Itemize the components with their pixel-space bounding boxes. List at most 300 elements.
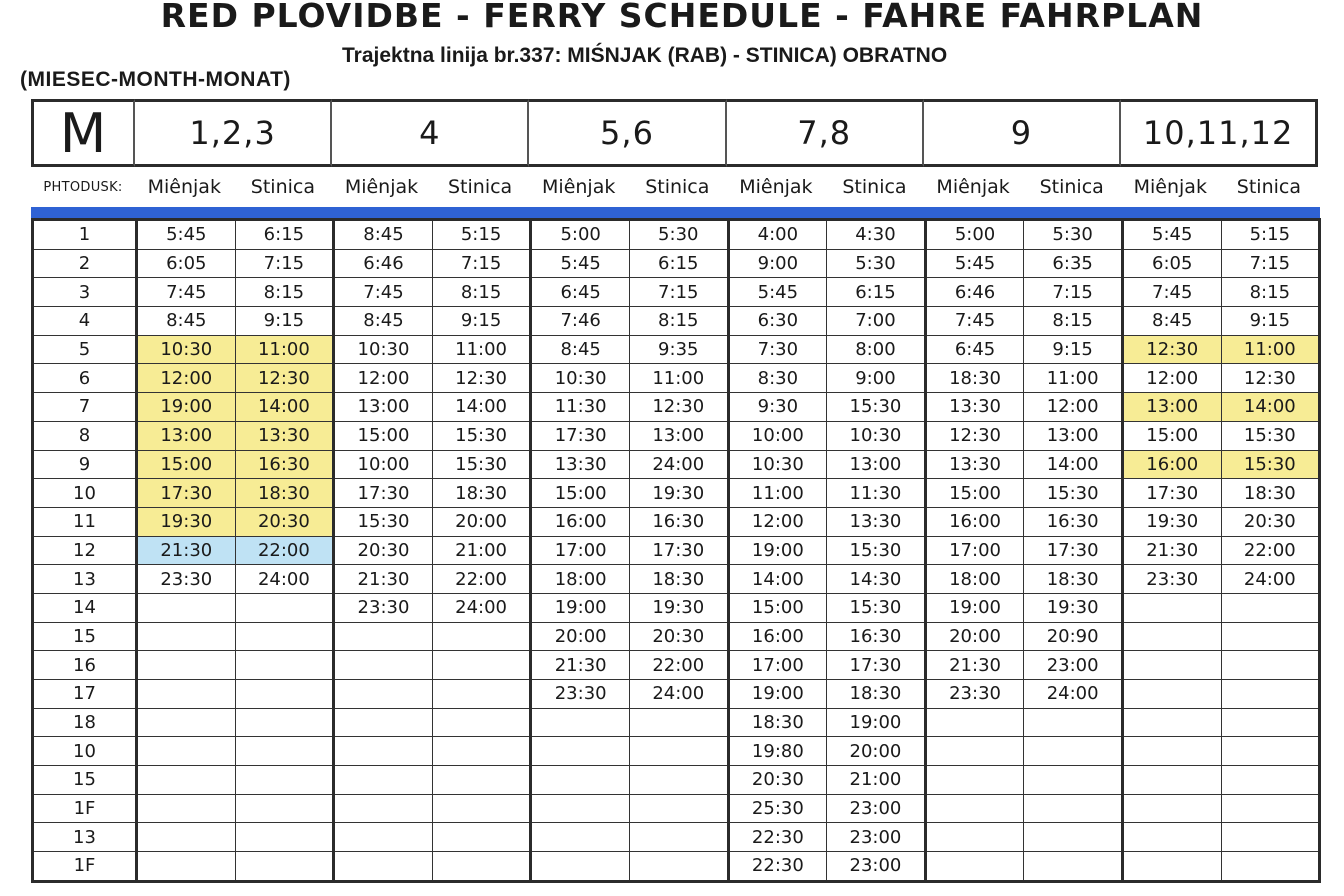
departure-time-cell: 20:00: [432, 507, 531, 536]
departure-time-cell: 15:30: [827, 536, 926, 565]
departure-time-cell: [531, 766, 630, 795]
departure-time-cell: 12:00: [728, 507, 827, 536]
departure-time-cell: [334, 651, 433, 680]
departure-time-cell: [1221, 593, 1320, 622]
departure-time-cell: 6:45: [531, 278, 630, 307]
departure-time-cell: 12:30: [1221, 364, 1320, 393]
departure-time-cell: 14:00: [1221, 393, 1320, 422]
month-header-corner: M: [31, 99, 135, 167]
row-number: 12: [33, 536, 137, 565]
month-group-header: 7,8: [727, 99, 924, 167]
departure-time-cell: [1122, 766, 1221, 795]
departure-time-cell: [925, 823, 1024, 852]
departure-time-cell: 17:30: [827, 651, 926, 680]
departure-time-cell: 17:00: [531, 536, 630, 565]
departure-time-cell: [1122, 651, 1221, 680]
departure-time-cell: 10:30: [334, 335, 433, 364]
departure-time-cell: 11:00: [235, 335, 334, 364]
departure-time-cell: 23:30: [1122, 565, 1221, 594]
departure-time-cell: [137, 680, 236, 709]
departure-time-cell: 5:45: [728, 278, 827, 307]
port-header-row: [0, 172, 1344, 202]
departure-time-cell: 19:30: [137, 507, 236, 536]
departure-time-cell: 6:15: [629, 249, 728, 278]
departure-time-cell: 15:30: [1024, 479, 1123, 508]
table-row: [33, 335, 1320, 364]
departure-time-cell: [137, 708, 236, 737]
departure-time-cell: [1221, 737, 1320, 766]
table-row: [33, 708, 1320, 737]
departure-time-cell: 10:00: [728, 421, 827, 450]
departure-time-cell: [432, 708, 531, 737]
departure-time-cell: [432, 680, 531, 709]
departure-time-cell: 14:00: [728, 565, 827, 594]
departure-time-cell: [1122, 823, 1221, 852]
departure-time-cell: [334, 852, 433, 882]
departure-time-cell: [235, 766, 334, 795]
departure-time-cell: 12:00: [1122, 364, 1221, 393]
departure-time-cell: 8:15: [235, 278, 334, 307]
departure-time-cell: 18:30: [728, 708, 827, 737]
departure-time-cell: 11:00: [728, 479, 827, 508]
departure-time-cell: 10:00: [334, 450, 433, 479]
month-group-header: 1,2,3: [135, 99, 332, 167]
departure-time-cell: 24:00: [1221, 565, 1320, 594]
departure-time-cell: 7:15: [629, 278, 728, 307]
departure-time-cell: 19:00: [827, 708, 926, 737]
departure-time-cell: 24:00: [432, 593, 531, 622]
port-column-header: Stinica: [842, 176, 907, 198]
table-row: [33, 794, 1320, 823]
departure-time-cell: 11:00: [432, 335, 531, 364]
departure-time-cell: 9:15: [1024, 335, 1123, 364]
departure-time-cell: 23:00: [1024, 651, 1123, 680]
departure-time-cell: 21:30: [334, 565, 433, 594]
departure-time-cell: 17:30: [334, 479, 433, 508]
row-number: 1: [33, 220, 137, 250]
departure-time-cell: 14:00: [235, 393, 334, 422]
departure-time-cell: [1221, 622, 1320, 651]
departure-time-cell: 19:30: [1122, 507, 1221, 536]
departure-time-cell: 22:00: [1221, 536, 1320, 565]
departure-time-cell: [1122, 708, 1221, 737]
departure-time-cell: [235, 651, 334, 680]
departure-time-cell: 8:45: [137, 307, 236, 336]
departure-time-cell: 17:30: [629, 536, 728, 565]
departure-time-cell: [1024, 766, 1123, 795]
departure-time-cell: 7:45: [1122, 278, 1221, 307]
departure-time-cell: [1024, 852, 1123, 882]
departure-time-cell: 7:15: [1024, 278, 1123, 307]
row-number: 2: [33, 249, 137, 278]
table-row: [33, 278, 1320, 307]
port-column-header: Stinica: [1236, 176, 1301, 198]
month-caption: (MIESEC-MONTH-MONAT): [20, 68, 291, 91]
departure-time-cell: [137, 593, 236, 622]
departure-time-cell: 22:30: [728, 852, 827, 882]
departure-time-cell: 24:00: [235, 565, 334, 594]
month-group-header: 9: [924, 99, 1121, 167]
departure-time-cell: 14:30: [827, 565, 926, 594]
departure-time-cell: [629, 794, 728, 823]
departure-time-cell: 19:00: [925, 593, 1024, 622]
departure-time-cell: 13:30: [925, 393, 1024, 422]
row-number: 7: [33, 393, 137, 422]
table-row: [33, 249, 1320, 278]
departure-time-cell: [432, 852, 531, 882]
row-number: 18: [33, 708, 137, 737]
table-row: [33, 593, 1320, 622]
departure-time-cell: 19:00: [728, 680, 827, 709]
row-number: 13: [33, 565, 137, 594]
departure-time-cell: 13:30: [827, 507, 926, 536]
departure-time-cell: 7:15: [432, 249, 531, 278]
departure-time-cell: 21:30: [925, 651, 1024, 680]
departure-time-cell: [1122, 737, 1221, 766]
departure-time-cell: [531, 794, 630, 823]
departure-time-cell: 5:30: [629, 220, 728, 250]
departure-time-cell: 15:30: [432, 421, 531, 450]
departure-time-cell: 17:30: [1024, 536, 1123, 565]
departure-time-cell: 7:15: [235, 249, 334, 278]
departure-time-cell: 12:00: [137, 364, 236, 393]
departure-time-cell: [137, 766, 236, 795]
departure-time-cell: 17:00: [925, 536, 1024, 565]
departure-time-cell: 12:30: [432, 364, 531, 393]
departure-time-cell: [235, 737, 334, 766]
departure-time-cell: 18:00: [531, 565, 630, 594]
departure-time-cell: 4:30: [827, 220, 926, 250]
departure-time-cell: 15:00: [728, 593, 827, 622]
table-row: [33, 565, 1320, 594]
departure-time-cell: 5:00: [531, 220, 630, 250]
departure-time-cell: [925, 708, 1024, 737]
departure-time-cell: 20:30: [1221, 507, 1320, 536]
departure-time-cell: 9:35: [629, 335, 728, 364]
departure-time-cell: 18:30: [235, 479, 334, 508]
departure-time-cell: [334, 766, 433, 795]
row-number: 1F: [33, 794, 137, 823]
departure-time-cell: 5:45: [925, 249, 1024, 278]
table-row: [33, 307, 1320, 336]
departure-time-cell: 6:35: [1024, 249, 1123, 278]
departure-time-cell: 5:30: [827, 249, 926, 278]
departure-time-cell: 17:30: [137, 479, 236, 508]
departure-time-cell: 23:00: [827, 852, 926, 882]
departure-time-cell: [137, 651, 236, 680]
departure-time-cell: 15:30: [334, 507, 433, 536]
departure-time-cell: 15:30: [1221, 421, 1320, 450]
departure-time-cell: 23:30: [137, 565, 236, 594]
departure-time-cell: 12:30: [629, 393, 728, 422]
departure-time-cell: 19:00: [137, 393, 236, 422]
departure-time-cell: [1122, 622, 1221, 651]
departure-time-cell: [925, 794, 1024, 823]
departure-time-cell: [235, 622, 334, 651]
departure-time-cell: 21:30: [137, 536, 236, 565]
departure-time-cell: 18:30: [629, 565, 728, 594]
departure-time-cell: 13:00: [827, 450, 926, 479]
departure-time-cell: 10:30: [531, 364, 630, 393]
header-divider: [31, 207, 1320, 218]
departure-time-cell: 8:30: [728, 364, 827, 393]
departure-time-cell: [1221, 794, 1320, 823]
departure-time-cell: [432, 794, 531, 823]
departure-time-cell: [1024, 708, 1123, 737]
departure-time-cell: [137, 823, 236, 852]
table-row: [33, 823, 1320, 852]
departure-time-cell: 12:30: [1122, 335, 1221, 364]
departure-time-cell: 8:00: [827, 335, 926, 364]
departure-time-cell: 23:30: [531, 680, 630, 709]
departure-time-cell: [925, 737, 1024, 766]
departure-time-cell: 15:00: [334, 421, 433, 450]
departure-time-cell: 20:00: [531, 622, 630, 651]
port-column-header: Miênjak: [344, 176, 419, 198]
row-number: 1F: [33, 852, 137, 882]
departure-time-cell: 15:30: [1221, 450, 1320, 479]
departure-time-cell: 5:45: [137, 220, 236, 250]
departure-time-cell: 14:00: [1024, 450, 1123, 479]
departure-time-cell: 6:30: [728, 307, 827, 336]
departure-time-cell: 15:30: [827, 593, 926, 622]
departure-time-cell: 8:15: [629, 307, 728, 336]
departure-time-cell: [1221, 708, 1320, 737]
departure-time-cell: [334, 737, 433, 766]
departure-time-cell: 5:45: [1122, 220, 1221, 250]
departure-time-cell: 8:45: [334, 220, 433, 250]
departure-time-cell: 24:00: [629, 680, 728, 709]
departure-time-cell: 12:30: [235, 364, 334, 393]
departure-time-cell: [334, 823, 433, 852]
departure-time-cell: 6:15: [827, 278, 926, 307]
departure-time-cell: [137, 852, 236, 882]
departure-time-cell: 16:00: [1122, 450, 1221, 479]
departure-time-cell: 8:45: [334, 307, 433, 336]
departure-time-cell: 13:00: [334, 393, 433, 422]
port-column-header: Stinica: [250, 176, 315, 198]
row-number: 4: [33, 307, 137, 336]
departure-time-cell: 16:30: [629, 507, 728, 536]
departure-time-cell: [432, 651, 531, 680]
departure-time-cell: 4:00: [728, 220, 827, 250]
departure-time-cell: [432, 823, 531, 852]
departure-time-cell: 11:00: [1221, 335, 1320, 364]
departure-time-cell: [1122, 794, 1221, 823]
departure-time-cell: 13:00: [1024, 421, 1123, 450]
row-number: 5: [33, 335, 137, 364]
departure-time-cell: 15:30: [827, 393, 926, 422]
departure-time-cell: 8:15: [1024, 307, 1123, 336]
departure-time-cell: 5:45: [531, 249, 630, 278]
departure-time-cell: 20:30: [728, 766, 827, 795]
departure-time-cell: 15:00: [531, 479, 630, 508]
departure-time-cell: 15:00: [925, 479, 1024, 508]
table-row: [33, 421, 1320, 450]
departure-time-cell: 8:15: [1221, 278, 1320, 307]
departure-time-cell: 19:30: [1024, 593, 1123, 622]
table-row: [33, 450, 1320, 479]
table-row: [33, 737, 1320, 766]
departure-time-cell: 10:30: [137, 335, 236, 364]
month-group-header: 5,6: [529, 99, 726, 167]
departure-time-cell: [1221, 651, 1320, 680]
departure-time-cell: 11:00: [1024, 364, 1123, 393]
departure-time-cell: [235, 708, 334, 737]
departure-time-cell: 22:00: [629, 651, 728, 680]
table-row: [33, 220, 1320, 250]
departure-time-cell: 12:00: [1024, 393, 1123, 422]
departure-time-cell: 9:15: [235, 307, 334, 336]
departure-time-cell: 20:00: [827, 737, 926, 766]
departure-time-cell: 20:30: [334, 536, 433, 565]
departure-time-cell: [432, 737, 531, 766]
row-number: 15: [33, 766, 137, 795]
departure-time-cell: [925, 766, 1024, 795]
departure-time-cell: 13:30: [925, 450, 1024, 479]
departure-time-cell: 6:46: [925, 278, 1024, 307]
departure-time-cell: [334, 622, 433, 651]
departure-time-cell: 15:00: [137, 450, 236, 479]
departure-time-cell: 15:00: [1122, 421, 1221, 450]
departure-time-cell: 5:30: [1024, 220, 1123, 250]
departure-time-cell: 16:00: [531, 507, 630, 536]
departure-time-cell: [925, 852, 1024, 882]
row-number: 6: [33, 364, 137, 393]
departure-time-cell: 19:00: [728, 536, 827, 565]
row-number: 10: [33, 479, 137, 508]
departure-time-cell: 15:30: [432, 450, 531, 479]
row-number: 14: [33, 593, 137, 622]
departure-time-cell: 7:45: [925, 307, 1024, 336]
departure-time-cell: 7:00: [827, 307, 926, 336]
row-legend-label: PHTODUSK:: [43, 179, 123, 195]
departure-time-cell: [235, 823, 334, 852]
row-number: 3: [33, 278, 137, 307]
departure-time-cell: 18:30: [925, 364, 1024, 393]
departure-time-cell: 19:80: [728, 737, 827, 766]
departure-time-cell: 16:00: [925, 507, 1024, 536]
table-row: [33, 507, 1320, 536]
table-row: [33, 651, 1320, 680]
departure-time-cell: 23:30: [334, 593, 433, 622]
month-group-header: 4: [332, 99, 529, 167]
departure-time-cell: 22:30: [728, 823, 827, 852]
table-row: [33, 536, 1320, 565]
departure-time-cell: [1122, 680, 1221, 709]
row-number: 13: [33, 823, 137, 852]
departure-time-cell: 17:00: [728, 651, 827, 680]
departure-time-cell: [1024, 794, 1123, 823]
departure-time-cell: 18:30: [827, 680, 926, 709]
departure-time-cell: 23:00: [827, 794, 926, 823]
departure-time-cell: 20:30: [235, 507, 334, 536]
table-row: [33, 766, 1320, 795]
departure-time-cell: 12:30: [925, 421, 1024, 450]
departure-time-cell: 8:45: [531, 335, 630, 364]
departure-time-cell: 10:30: [827, 421, 926, 450]
port-column-header: Miênjak: [542, 176, 616, 198]
departure-time-cell: 18:00: [925, 565, 1024, 594]
departure-time-cell: 8:15: [432, 278, 531, 307]
table-row: [33, 393, 1320, 422]
departure-time-cell: [1221, 766, 1320, 795]
departure-time-cell: [531, 823, 630, 852]
departure-time-cell: 24:00: [1024, 680, 1123, 709]
departure-time-cell: 6:15: [235, 220, 334, 250]
departure-time-cell: 18:30: [1221, 479, 1320, 508]
departure-time-cell: 16:30: [235, 450, 334, 479]
departure-time-cell: 21:00: [432, 536, 531, 565]
departure-time-cell: 19:30: [629, 593, 728, 622]
departure-time-cell: 9:30: [728, 393, 827, 422]
departure-time-cell: 7:46: [531, 307, 630, 336]
departure-time-cell: 17:30: [1122, 479, 1221, 508]
departure-time-cell: [235, 593, 334, 622]
departure-time-cell: 7:30: [728, 335, 827, 364]
schedule-table: [31, 218, 1321, 883]
departure-time-cell: 23:00: [827, 823, 926, 852]
departure-time-cell: [235, 680, 334, 709]
departure-time-cell: 16:00: [728, 622, 827, 651]
departure-time-cell: 10:30: [728, 450, 827, 479]
departure-time-cell: 21:00: [827, 766, 926, 795]
departure-time-cell: 13:00: [137, 421, 236, 450]
departure-time-cell: [334, 708, 433, 737]
departure-time-cell: 13:30: [235, 421, 334, 450]
departure-time-cell: 9:00: [728, 249, 827, 278]
departure-time-cell: 7:15: [1221, 249, 1320, 278]
port-column-header: Miênjak: [936, 176, 1010, 198]
departure-time-cell: 12:00: [334, 364, 433, 393]
departure-time-cell: [432, 622, 531, 651]
departure-time-cell: 18:30: [1024, 565, 1123, 594]
port-column-header: Stinica: [447, 176, 513, 198]
departure-time-cell: [629, 766, 728, 795]
port-column-header: Miênjak: [1133, 176, 1207, 198]
departure-time-cell: 20:00: [925, 622, 1024, 651]
departure-time-cell: [1221, 823, 1320, 852]
departure-time-cell: 9:15: [1221, 307, 1320, 336]
departure-time-cell: [334, 680, 433, 709]
departure-time-cell: 24:00: [629, 450, 728, 479]
departure-time-cell: 20:30: [629, 622, 728, 651]
row-number: 10: [33, 737, 137, 766]
departure-time-cell: 5:15: [432, 220, 531, 250]
departure-time-cell: [531, 708, 630, 737]
port-column-header: Stinica: [1039, 176, 1104, 198]
table-row: [33, 479, 1320, 508]
departure-time-cell: [137, 622, 236, 651]
row-number: 8: [33, 421, 137, 450]
departure-time-cell: [1122, 852, 1221, 882]
route-subtitle: Trajektna linija br.337: MIŚNJAK (RAB) - STINICA) OBRATNO: [342, 44, 948, 67]
departure-time-cell: [1221, 680, 1320, 709]
departure-time-cell: 20:90: [1024, 622, 1123, 651]
departure-time-cell: [137, 737, 236, 766]
departure-time-cell: 11:30: [531, 393, 630, 422]
departure-time-cell: 6:05: [1122, 249, 1221, 278]
departure-time-cell: 5:00: [925, 220, 1024, 250]
table-row: [33, 622, 1320, 651]
departure-time-cell: 6:46: [334, 249, 433, 278]
departure-time-cell: 11:30: [827, 479, 926, 508]
departure-time-cell: 6:05: [137, 249, 236, 278]
departure-time-cell: 5:15: [1221, 220, 1320, 250]
departure-time-cell: [1221, 852, 1320, 882]
table-row: [33, 852, 1320, 882]
departure-time-cell: 7:45: [137, 278, 236, 307]
